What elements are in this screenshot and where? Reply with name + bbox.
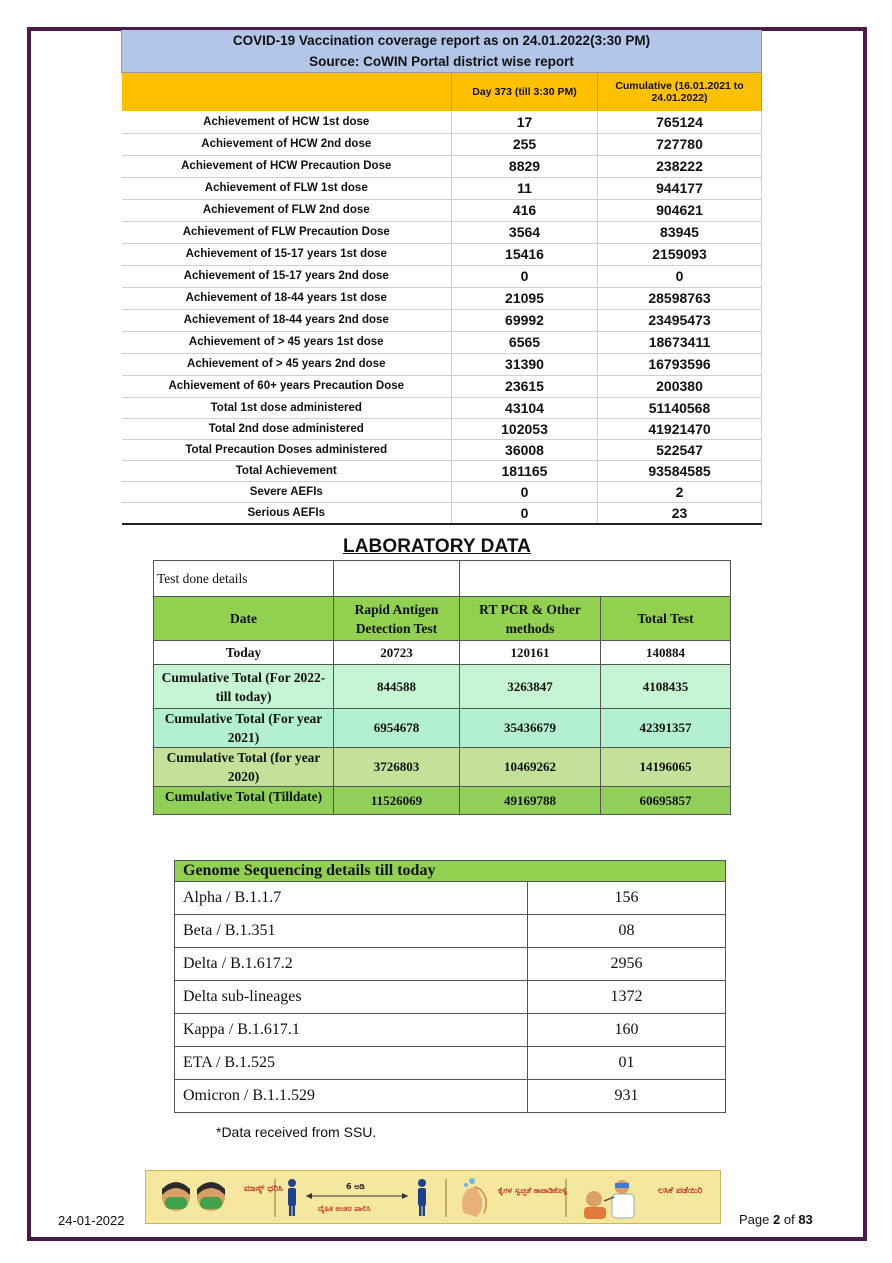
data-source-note: *Data received from SSU. bbox=[216, 1124, 377, 1140]
vaccination-row-cumulative: 51140568 bbox=[598, 397, 762, 418]
lab-header-total: Total Test bbox=[601, 597, 731, 641]
genome-variant: Beta / B.1.351 bbox=[175, 915, 528, 948]
hand-wash-text: ಕೈಗಳ ಸ್ವಚ್ಛತೆ ಕಾಪಾಡಿಕೊಳ್ಳಿ bbox=[498, 1186, 568, 1195]
header-empty-cell bbox=[122, 73, 452, 112]
vaccination-row-label: Achievement of HCW Precaution Dose bbox=[122, 155, 452, 177]
vaccination-row-day: 3564 bbox=[452, 221, 598, 243]
vaccination-row-label: Serious AEFIs bbox=[122, 502, 452, 524]
vaccination-row bbox=[122, 199, 762, 221]
vaccination-row-label: Achievement of FLW 2nd dose bbox=[122, 199, 452, 221]
vaccination-row-day: 8829 bbox=[452, 155, 598, 177]
lab-row-rapid: 3726803 bbox=[334, 748, 460, 787]
vaccination-row-cumulative: 83945 bbox=[598, 221, 762, 243]
footer-page-number bbox=[739, 1212, 813, 1227]
vaccination-row-cumulative: 16793596 bbox=[598, 353, 762, 375]
genome-count: 160 bbox=[528, 1014, 726, 1047]
distance-arrow-icon bbox=[306, 1193, 408, 1199]
vaccination-row bbox=[122, 460, 762, 481]
genome-rows bbox=[175, 882, 726, 1113]
vaccination-row-day: 17 bbox=[452, 111, 598, 133]
genome-row bbox=[175, 1080, 726, 1113]
vaccination-row-day: 0 bbox=[452, 265, 598, 287]
person-icon bbox=[288, 1179, 296, 1216]
vaccination-source: Source: CoWIN Portal district wise report bbox=[122, 51, 762, 73]
vaccination-row-label: Achievement of HCW 1st dose bbox=[122, 111, 452, 133]
vaccination-row-cumulative: 522547 bbox=[598, 439, 762, 460]
test-done-label: Test done details bbox=[154, 561, 334, 597]
genome-variant: Alpha / B.1.1.7 bbox=[175, 882, 528, 915]
vaccination-row-label: Achievement of 60+ years Precaution Dose bbox=[122, 375, 452, 397]
vaccination-row-label: Achievement of > 45 years 2nd dose bbox=[122, 353, 452, 375]
page-total: 83 bbox=[798, 1212, 813, 1227]
vaccination-row-label: Achievement of 18-44 years 1st dose bbox=[122, 287, 452, 309]
lab-row-total: 140884 bbox=[601, 641, 731, 665]
test-done-empty-1 bbox=[334, 561, 460, 597]
lab-row bbox=[154, 709, 731, 748]
lab-row-label: Cumulative Total (Tilldate) bbox=[164, 789, 323, 804]
vaccine-text: ಲಸಿಕೆ ಪಡೆಯಿರಿ bbox=[658, 1186, 703, 1196]
vaccination-row-day: 255 bbox=[452, 133, 598, 155]
masked-face-icon bbox=[197, 1182, 225, 1211]
mask-text: ಮಾಸ್ಕ್ ಧರಿಸಿ bbox=[244, 1184, 283, 1194]
lab-row bbox=[154, 748, 731, 787]
vaccination-row-cumulative: 904621 bbox=[598, 199, 762, 221]
vaccination-row-day: 69992 bbox=[452, 309, 598, 331]
vaccination-row bbox=[122, 439, 762, 460]
page-prefix: Page bbox=[739, 1212, 770, 1227]
vaccination-row-day: 102053 bbox=[452, 418, 598, 439]
lab-header-date: Date bbox=[154, 597, 334, 641]
vaccination-row-label: Achievement of HCW 2nd dose bbox=[122, 133, 452, 155]
distance-value: 6 ಅಡಿ bbox=[346, 1182, 365, 1191]
lab-header-rtpcr: RT PCR & Other methods bbox=[460, 597, 601, 641]
page-current: 2 bbox=[773, 1212, 781, 1227]
vaccination-row-label: Total Precaution Doses administered bbox=[122, 439, 452, 460]
lab-row-total: 60695857 bbox=[601, 787, 731, 815]
vaccination-row-cumulative: 28598763 bbox=[598, 287, 762, 309]
lab-row-rapid: 11526069 bbox=[334, 787, 460, 815]
vaccination-row-label: Achievement of 15-17 years 1st dose bbox=[122, 243, 452, 265]
vaccination-row-label: Achievement of 15-17 years 2nd dose bbox=[122, 265, 452, 287]
vaccination-row-cumulative: 944177 bbox=[598, 177, 762, 199]
vaccination-row bbox=[122, 243, 762, 265]
test-done-empty-2 bbox=[460, 561, 731, 597]
vaccination-row-day: 181165 bbox=[452, 460, 598, 481]
vaccination-row-label: Achievement of > 45 years 1st dose bbox=[122, 331, 452, 353]
genome-row bbox=[175, 882, 726, 915]
vaccination-row bbox=[122, 481, 762, 502]
genome-variant: Omicron / B.1.1.529 bbox=[175, 1080, 528, 1113]
vaccination-row-cumulative: 93584585 bbox=[598, 460, 762, 481]
vaccination-row-cumulative: 200380 bbox=[598, 375, 762, 397]
lab-header-rapid: Rapid Antigen Detection Test bbox=[334, 597, 460, 641]
vaccination-row-cumulative: 238222 bbox=[598, 155, 762, 177]
awareness-banner bbox=[145, 1170, 721, 1224]
genome-count: 156 bbox=[528, 882, 726, 915]
vaccination-row-cumulative: 41921470 bbox=[598, 418, 762, 439]
lab-row-label: Cumulative Total (For year 2021) bbox=[154, 709, 334, 748]
genome-variant: Delta / B.1.617.2 bbox=[175, 948, 528, 981]
lab-row-total: 14196065 bbox=[601, 748, 731, 787]
lab-row-label: Cumulative Total (for year 2020) bbox=[154, 748, 334, 787]
vaccination-row bbox=[122, 265, 762, 287]
page-of: of bbox=[783, 1212, 795, 1227]
lab-row-total: 42391357 bbox=[601, 709, 731, 748]
lab-row-rtpcr: 120161 bbox=[460, 641, 601, 665]
vaccination-row-label: Achievement of FLW Precaution Dose bbox=[122, 221, 452, 243]
vaccination-row bbox=[122, 309, 762, 331]
vaccination-row bbox=[122, 375, 762, 397]
lab-row-rapid: 20723 bbox=[334, 641, 460, 665]
vaccination-row-cumulative: 2159093 bbox=[598, 243, 762, 265]
awareness-banner-graphic bbox=[146, 1171, 722, 1225]
genome-count: 1372 bbox=[528, 981, 726, 1014]
vaccination-row bbox=[122, 287, 762, 309]
vaccination-row-cumulative: 0 bbox=[598, 265, 762, 287]
genome-count: 931 bbox=[528, 1080, 726, 1113]
vaccination-row-cumulative: 18673411 bbox=[598, 331, 762, 353]
vaccination-row bbox=[122, 502, 762, 524]
vaccination-row-cumulative: 23495473 bbox=[598, 309, 762, 331]
vaccination-row-day: 21095 bbox=[452, 287, 598, 309]
distance-text: ದೈಹಿಕ ಅಂತರ ಪಾಲಿಸಿ bbox=[318, 1204, 371, 1213]
lab-row-rapid: 6954678 bbox=[334, 709, 460, 748]
genome-row bbox=[175, 915, 726, 948]
vaccination-row bbox=[122, 111, 762, 133]
genome-row bbox=[175, 981, 726, 1014]
lab-row-rtpcr: 3263847 bbox=[460, 665, 601, 709]
lab-row bbox=[154, 665, 731, 709]
lab-row-rtpcr: 10469262 bbox=[460, 748, 601, 787]
lab-row-rtpcr: 35436679 bbox=[460, 709, 601, 748]
vaccination-row-day: 11 bbox=[452, 177, 598, 199]
vaccination-icon bbox=[584, 1180, 634, 1219]
vaccination-row-day: 43104 bbox=[452, 397, 598, 418]
vaccination-row-day: 0 bbox=[452, 502, 598, 524]
genome-variant: Kappa / B.1.617.1 bbox=[175, 1014, 528, 1047]
header-day: Day 373 (till 3:30 PM) bbox=[452, 73, 598, 112]
person-icon bbox=[418, 1179, 426, 1216]
lab-row-rapid: 844588 bbox=[334, 665, 460, 709]
vaccination-row bbox=[122, 418, 762, 439]
vaccination-row-label: Achievement of FLW 1st dose bbox=[122, 177, 452, 199]
vaccination-row-label: Total Achievement bbox=[122, 460, 452, 481]
vaccination-row-label: Total 1st dose administered bbox=[122, 397, 452, 418]
vaccination-table bbox=[121, 30, 762, 525]
genome-title: Genome Sequencing details till today bbox=[175, 861, 726, 882]
vaccination-row-label: Achievement of 18-44 years 2nd dose bbox=[122, 309, 452, 331]
genome-table bbox=[174, 860, 726, 1113]
lab-row-rtpcr: 49169788 bbox=[460, 787, 601, 815]
genome-count: 08 bbox=[528, 915, 726, 948]
genome-variant: Delta sub-lineages bbox=[175, 981, 528, 1014]
lab-row bbox=[154, 641, 731, 665]
laboratory-title: LABORATORY DATA bbox=[343, 536, 531, 557]
lab-row bbox=[154, 787, 731, 815]
lab-row-total: 4108435 bbox=[601, 665, 731, 709]
vaccination-row bbox=[122, 397, 762, 418]
vaccination-row-day: 416 bbox=[452, 199, 598, 221]
genome-row bbox=[175, 1014, 726, 1047]
laboratory-table bbox=[153, 560, 731, 815]
vaccination-row bbox=[122, 155, 762, 177]
vaccination-row-day: 15416 bbox=[452, 243, 598, 265]
vaccination-row-cumulative: 727780 bbox=[598, 133, 762, 155]
vaccination-row-day: 36008 bbox=[452, 439, 598, 460]
vaccination-row-day: 0 bbox=[452, 481, 598, 502]
vaccination-row bbox=[122, 353, 762, 375]
vaccination-row-cumulative: 2 bbox=[598, 481, 762, 502]
vaccination-row-cumulative: 765124 bbox=[598, 111, 762, 133]
vaccination-title: COVID-19 Vaccination coverage report as on 24.01.2022(3:30 PM) bbox=[122, 30, 762, 51]
vaccination-row-cumulative: 23 bbox=[598, 502, 762, 524]
vaccination-row-label: Total 2nd dose administered bbox=[122, 418, 452, 439]
genome-row bbox=[175, 948, 726, 981]
footer-date: 24-01-2022 bbox=[58, 1213, 125, 1228]
vaccination-row-day: 31390 bbox=[452, 353, 598, 375]
vaccination-row-label: Severe AEFIs bbox=[122, 481, 452, 502]
lab-row-label: Cumulative Total (For 2022- till today) bbox=[154, 665, 334, 709]
vaccination-rows bbox=[122, 111, 762, 524]
masked-face-icon bbox=[162, 1182, 190, 1211]
header-cumulative: Cumulative (16.01.2021 to 24.01.2022) bbox=[598, 73, 762, 112]
genome-row bbox=[175, 1047, 726, 1080]
vaccination-row-day: 6565 bbox=[452, 331, 598, 353]
hand-wash-icon bbox=[462, 1178, 487, 1217]
vaccination-row bbox=[122, 331, 762, 353]
genome-variant: ETA / B.1.525 bbox=[175, 1047, 528, 1080]
vaccination-row-day: 23615 bbox=[452, 375, 598, 397]
vaccination-row bbox=[122, 221, 762, 243]
genome-count: 01 bbox=[528, 1047, 726, 1080]
vaccination-row bbox=[122, 177, 762, 199]
lab-row-label: Today bbox=[154, 641, 334, 665]
vaccination-row bbox=[122, 133, 762, 155]
genome-count: 2956 bbox=[528, 948, 726, 981]
